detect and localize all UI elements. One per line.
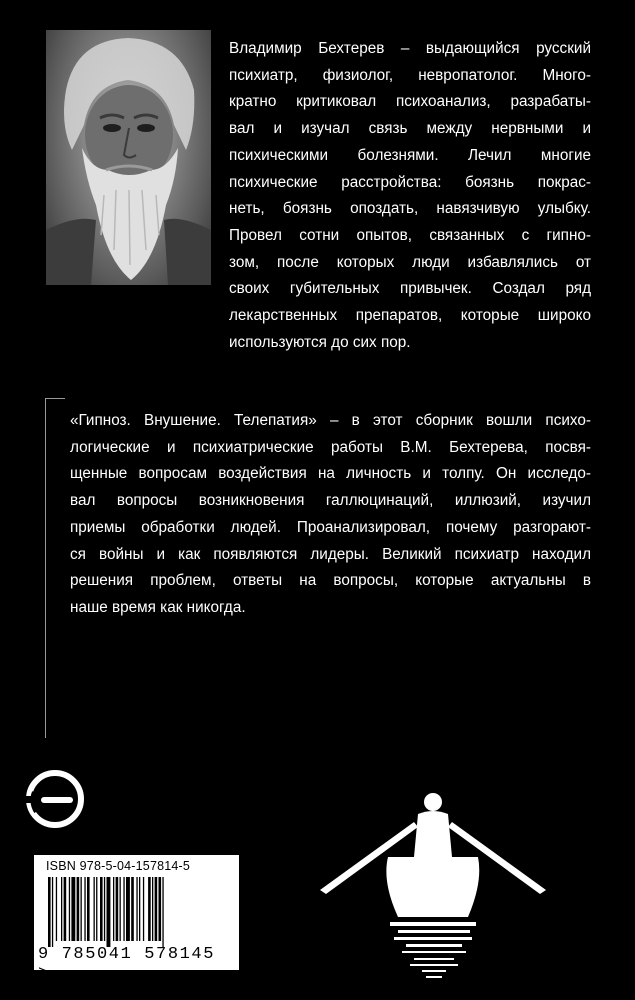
bio-line: Провел сотни опытов, связанных с гипно- [229,226,591,244]
book-description [70,408,591,622]
portrait-photo [46,30,211,285]
bio-line: психиатр, физиолог, невропатолог. Много- [229,66,591,84]
description-line: наше время как никогда. [70,598,246,616]
author-biography [229,36,591,356]
bio-line: вал и изучал связь между нервными и [229,120,591,138]
frame-vertical-line [45,398,46,738]
description-line: вал вопросы возникновения галлюцинаций, иллюзий, изучил [70,492,591,510]
author-portrait [46,30,211,285]
barcode-bars [48,877,228,947]
bio-line: своих губительных привычек. Создал ряд [229,280,591,298]
description-line: ся войны и как появляются лидеры. Великий психиатр находил [70,545,591,563]
bio-line: лекарственных препаратов, которые широко [229,307,591,325]
description-line: щенные вопросам воздействия на личность и толпу. Он исследо- [70,465,591,483]
description-line: приемы обработки людей. Проанализировал, почему разгорают- [70,518,591,536]
rowboat-silhouette-icon [318,772,548,987]
bio-line: зом, после которых люди избавлялись от [229,253,591,271]
frame-top-line [45,398,65,399]
bio-line: используются до сих пор. [229,333,411,351]
bio-line: психические расстройства: боязнь покрас- [229,173,591,191]
isbn-barcode [34,855,239,983]
bio-line: кратно критиковал психоанализ, разрабаты- [229,93,591,111]
eksmo-logo-icon [26,770,84,828]
bio-line: психическими болезнями. Лечил многие [229,146,591,164]
bio-line: Владимир Бехтерев – выдающийся русский [229,40,591,57]
isbn-label: ISBN 978-5-04-157814-5 [46,859,191,873]
description-line: решения проблем, ответы на вопросы, которые актуальны в [70,572,591,590]
bio-line: неть, боязнь опоздать, навязчивую улыбку. [229,200,591,218]
description-line: «Гипноз. Внушение. Телепатия» – в этот сборник вошли психо- [70,412,591,429]
barcode-digits: 9 785041 578145 > [38,945,216,983]
description-line: логические и психиатрические работы В.М. Бехтерева, посвя- [70,438,591,456]
